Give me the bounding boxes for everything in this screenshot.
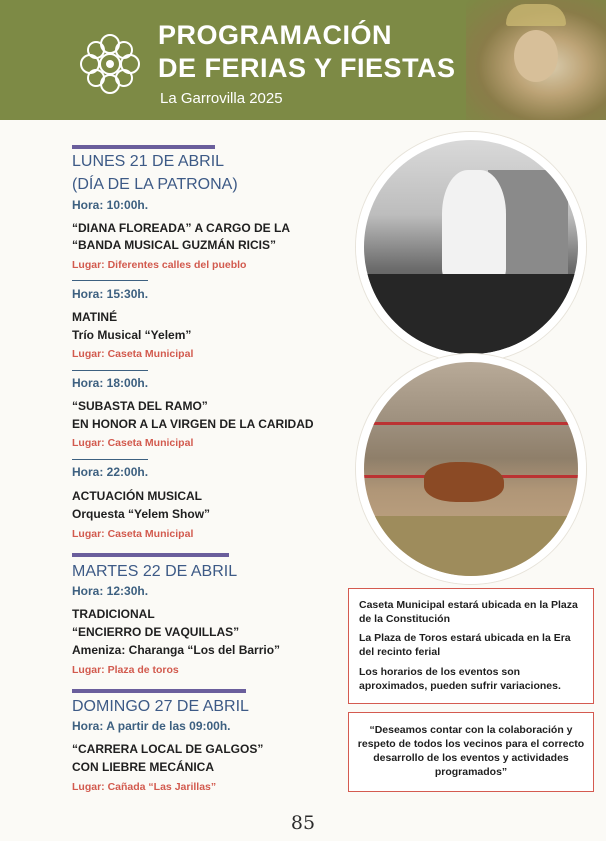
event-time: Hora: 10:00h. [72,198,149,212]
page-title-line1: PROGRAMACIÓN [158,20,392,50]
day-divider-bar [72,553,229,557]
event-separator [72,370,148,371]
event-line: Orquesta “Yelem Show” [72,507,211,521]
event-line: “DIANA FLOREADA” A CARGO DE LA [72,221,290,235]
event-line: Ameniza: Charanga “Los del Barrio” [72,643,281,657]
event-line: “BANDA MUSICAL GUZMÁN RICIS” [72,238,276,252]
day-title: LUNES 21 DE ABRIL [72,153,225,170]
event-line: TRADICIONAL [72,607,155,621]
event-time: Hora: 22:00h. [72,465,149,479]
info-note: Caseta Municipal estará ubicada en la Plaza de la Constitución [359,599,578,625]
event-time: Hora: 15:30h. [72,287,149,301]
crowd-shape [364,274,578,354]
info-note: La Plaza de Toros estará ubicada en la Era del recinto ferial [359,632,571,658]
day-divider-bar [72,689,246,693]
page-subtitle: La Garrovilla 2025 [160,90,283,107]
info-note: Los horarios de los eventos son aproximados, pueden sufrir variaciones. [359,666,561,692]
event-line: EN HONOR A LA VIRGEN DE LA CARIDAD [72,417,314,431]
bull-run-photo [356,354,586,584]
event-line: MATINÉ [72,310,118,324]
ground-shape [364,516,578,576]
day-subtitle: (DÍA DE LA PATRONA) [72,176,238,193]
statue-shape [442,170,506,280]
day-title: DOMINGO 27 DE ABRIL [72,698,249,715]
event-line: “CARRERA LOCAL DE GALGOS” [72,742,264,756]
day-title: MARTES 22 DE ABRIL [72,563,238,580]
event-line: “SUBASTA DEL RAMO” [72,399,208,413]
event-line: “ENCIERRO DE VAQUILLAS” [72,625,240,639]
quote-text: “Deseamos contar con la colaboración y respeto de todos los vecinos para el correcto desarrollo de los eventos y actividades programados” [357,724,585,778]
event-separator [72,280,148,281]
event-time: Hora: 18:00h. [72,376,149,390]
mandala-logo-icon [72,26,148,102]
crown-shape [506,4,566,26]
event-line: CON LIEBRE MECÁNICA [72,760,215,774]
face-shape [514,30,558,82]
page-title-line2: DE FERIAS Y FIESTAS [158,53,456,83]
event-separator [72,459,148,460]
page-number: 85 [290,812,316,834]
event-line: ACTUACIÓN MUSICAL [72,489,202,503]
event-location: Lugar: Cañada “Las Jarillas” [72,781,217,793]
event-location: Lugar: Plaza de toros [72,664,179,676]
event-location: Lugar: Caseta Municipal [72,437,194,449]
event-location: Lugar: Caseta Municipal [72,348,194,360]
event-time: Hora: 12:30h. [72,584,149,598]
event-location: Lugar: Caseta Municipal [72,528,194,540]
event-line: Trío Musical “Yelem” [72,328,192,342]
event-location: Lugar: Diferentes calles del pueblo [72,259,247,271]
bull-shape [424,462,504,502]
procession-photo [356,132,586,362]
event-time: Hora: A partir de las 09:00h. [72,719,231,733]
virgin-portrait-image [466,0,606,120]
header-banner [0,0,606,120]
day-divider-bar [72,145,215,149]
info-notes-box [348,588,594,704]
quote-box [348,712,594,792]
